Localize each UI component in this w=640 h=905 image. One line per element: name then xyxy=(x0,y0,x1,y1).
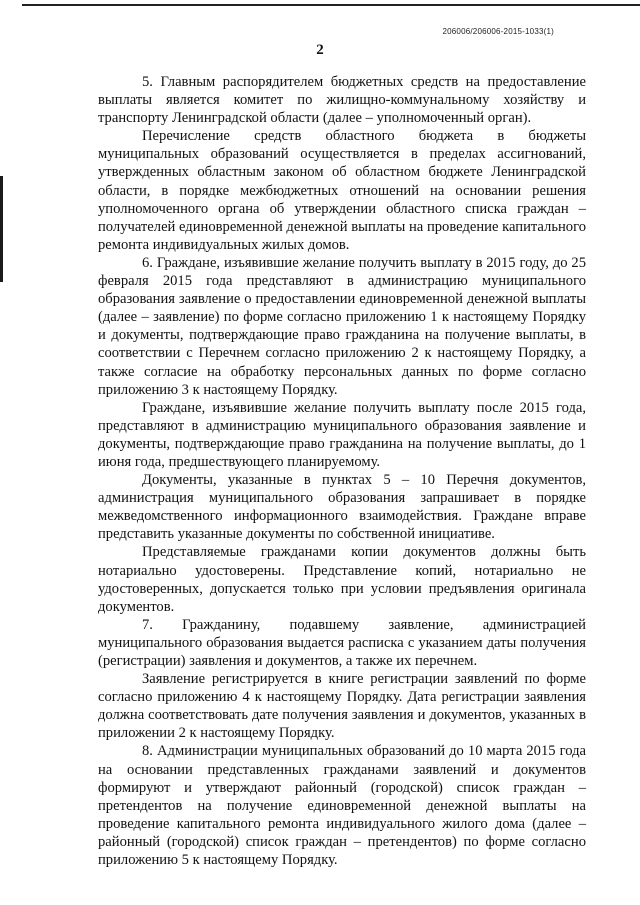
scan-margin-mark xyxy=(0,176,3,282)
paragraph-5: 5. Главным распорядителем бюджетных средств на предоставление выплаты является комитет по жилищно-коммунальному хозяйству и транспорту Ленинградской области (далее – уполномоченный орган). xyxy=(98,74,586,127)
paragraph-documents-request: Документы, указанные в пунктах 5 – 10 Перечня документов, администрация муниципального образования запрашивает в порядке межведомственного информационного взаимодействия. Граждане вправе представить указанные документы по собственной инициативе. xyxy=(98,472,586,543)
document-body xyxy=(98,73,586,869)
paragraph-7: 7. Гражданину, подавшему заявление, администрацией муниципального образования выдается расписка с указанием даты получения (регистрации) заявления и документов, а также их перечнем. xyxy=(98,616,586,669)
page-number: 2 xyxy=(316,42,324,58)
paragraph-after-2015: Граждане, изъявившие желание получить выплату после 2015 года, представляют в администрацию муниципального образования заявление и документы, подтверждающие право гражданина на получение выплаты, до 1 июня года, предшествующего планируемому. xyxy=(98,399,586,470)
document-id: 206006/206006-2015-1033(1) xyxy=(442,27,554,36)
paragraph-funds-transfer: Перечисление средств областного бюджета в бюджеты муниципальных образований осуществляется в пределах ассигнований, утвержденных областным законом об областном бюджете Ленинградской области, в порядке межбюджетных отношений на основании решения уполномоченного органа об утверждении областного списка граждан – получателей единовременной денежной выплаты на проведение капитального ремонта индивидуальных жилых домов. xyxy=(98,128,586,253)
paragraph-registration: Заявление регистрируется в книге регистрации заявлений по форме согласно приложению 4 к настоящему Порядку. Дата регистрации заявления должна соответствовать дате получения заявления и документов, указанных в приложении 2 к настоящему Порядку. xyxy=(98,671,586,742)
top-border-line xyxy=(22,4,640,6)
paragraph-6: 6. Граждане, изъявившие желание получить выплату в 2015 году, до 25 февраля 2015 года представляют в администрацию муниципального образования заявление о предоставлении единовременной денежной выплаты (далее – заявление) по форме согласно приложению 1 к настоящему Порядку и документы, подтверждающие право гражданина на получение выплаты, в соответствии с Перечнем согласно приложению 2 к настоящему Порядку, а также согласие на обработку персональных данных по форме согласно приложению 3 к настоящему Порядку. xyxy=(98,254,586,398)
paragraph-notarized-copies: Представляемые гражданами копии документов должны быть нотариально удостоверены. Представление копий, нотариально не удостоверенных, допускается только при условии предъявления оригинала документов. xyxy=(98,544,586,615)
paragraph-8: 8. Администрации муниципальных образований до 10 марта 2015 года на основании представленных гражданами заявлений и документов формируют и утверждают районный (городской) список граждан – претендентов на получение единовременной денежной выплаты на проведение капитального ремонта индивидуального жилого дома (далее – районный (городской) список граждан – претендентов) по форме согласно приложению 5 к настоящему Порядку. xyxy=(98,743,586,869)
